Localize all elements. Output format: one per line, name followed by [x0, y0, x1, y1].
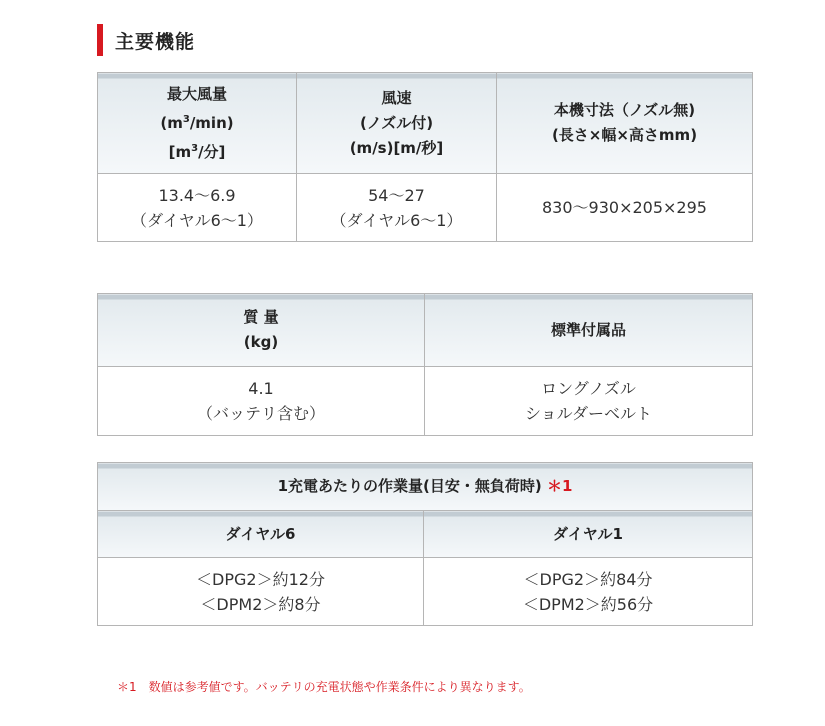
table-title-row [98, 463, 753, 511]
cell-wind-speed: 54～27 （ダイヤル6～1） [297, 174, 497, 242]
spec-table-airflow [97, 72, 753, 242]
header-dial-6: ダイヤル6 [98, 511, 424, 558]
cell-accessories: ロングノズル ショルダーベルト [425, 367, 753, 436]
runtime-title-text: 1充電あたりの作業量(目安・無負荷時) [277, 477, 542, 495]
header-dimensions-label: 本機寸法（ノズル無) [553, 101, 696, 119]
runtime-title-footnote-mark: ＊1 [546, 477, 573, 495]
footnote: ＊1 数値は参考値です。バッテリの充電状態や作業条件により異なります。 [117, 680, 531, 694]
header-max-airflow-unit-2: [$m^3/$分] [168, 142, 226, 161]
header-max-airflow-label: 最大風量 [166, 84, 227, 103]
header-dimensions [497, 73, 753, 174]
section-heading [97, 24, 195, 56]
heading-accent-bar [97, 24, 103, 56]
header-dimensions-unit: (長さ×幅×高さmm) [551, 126, 698, 144]
header-wind-speed [297, 73, 497, 174]
table-header-row [98, 511, 753, 558]
header-wind-speed-label: 風速 [381, 88, 412, 107]
cell-dial-6-runtime: ＜DPG2＞約12分 ＜DPM2＞約8分 [98, 558, 424, 626]
header-dial-1: ダイヤル1 [424, 511, 753, 558]
header-wind-speed-unit: (m/s)[m/秒] [349, 138, 444, 157]
table-header-row [98, 73, 753, 174]
table-row [98, 558, 753, 626]
runtime-title [98, 463, 753, 511]
cell-weight: 4.1 （バッテリ含む） [98, 367, 425, 436]
cell-dimensions: 830～930×205×295 [497, 174, 753, 242]
header-weight: 質 量 (kg) [98, 294, 425, 367]
table-row [98, 174, 753, 242]
section-title: 主要機能 [115, 30, 196, 53]
header-max-airflow-unit-1: $(m^3/\min)$ [160, 113, 234, 132]
header-max-airflow [98, 73, 297, 174]
cell-dial-1-runtime: ＜DPG2＞約84分 ＜DPM2＞約56分 [424, 558, 753, 626]
table-header-row [98, 294, 753, 367]
cell-max-airflow: 13.4～6.9 （ダイヤル6～1） [98, 174, 297, 242]
header-accessories: 標準付属品 [425, 294, 753, 367]
spec-table-weight [97, 293, 753, 436]
header-wind-speed-note: (ノズル付) [359, 113, 434, 132]
spec-table-runtime [97, 462, 753, 626]
table-row [98, 367, 753, 436]
